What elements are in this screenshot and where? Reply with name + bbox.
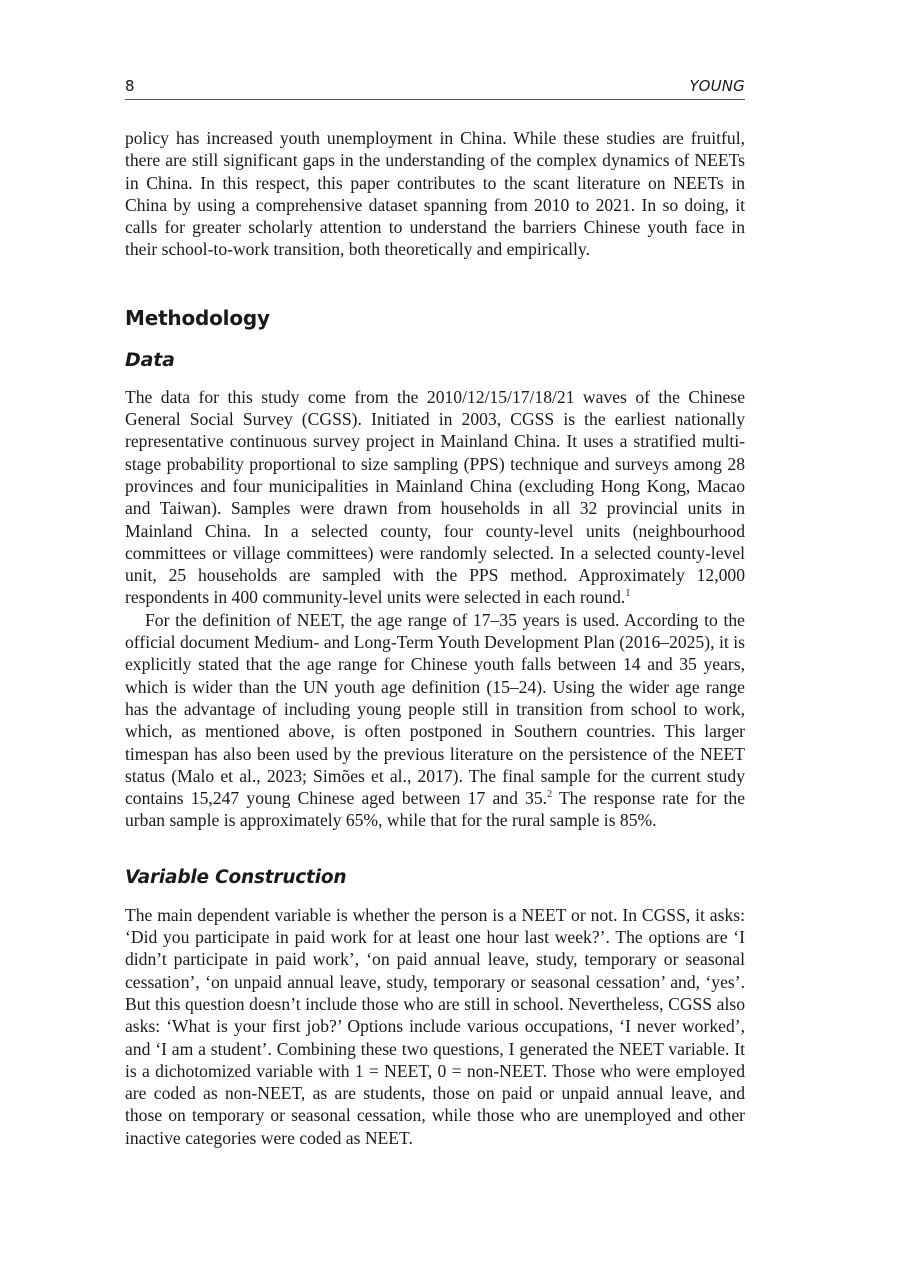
variable-construction-paragraph: The main dependent variable is whether the person is a NEET or not. In CGSS, it asks: ‘Did you participate in paid work for at least one hour last week?’. The options are ‘I didn’t participate in paid work’, ‘on paid annual leave, study, temporary or seasonal cessation’, ‘on unpaid annual leave, study, temporary or seasonal cessation’ and, ‘yes’. But this question doesn’t include those who are still in school. Nevertheless, CGSS also asks: ‘What is your first job?’ Options include various occupations, ‘I never worked’, and ‘I am a student’. Combining these two questions, I generated the NEET variable. It is a dichotomized variable with 1 = NEET, 0 = non-NEET. Those who were employed are coded as non-NEET, as are students, those on paid or unpaid annual leave, and those on temporary or seasonal cessation, while those who are unemployed and other inactive categories were coded as NEET. xyxy=(125,904,745,1148)
footnote-marker-2[interactable]: 2 xyxy=(547,789,553,801)
subsection-heading-variable-construction: Variable Construction xyxy=(125,866,347,888)
section-heading-methodology: Methodology xyxy=(125,305,270,330)
data-paragraph-1-text: The data for this study come from the 2010/12/15/17/18/21 waves of the Chinese General Social Survey (CGSS). Initiated in 2003, CGSS is the earliest nationally representative continuous survey project in Mainland China. It uses a stratified multi-stage probability proportional to size sampling (PPS) technique and surveys among 28 provinces and four municipalities in Mainland China (excluding Hong Kong, Macao and Taiwan). Samples were drawn from households in all 32 provincial units in Mainland China. In a selected county, four county-level units (neighbourhood committees or village committees) were randomly selected. In a selected county-level unit, 25 households are sampled with the PPS method. Approximately 12,000 respondents in 400 community-level units were selected in each round. xyxy=(125,386,745,608)
data-paragraph-2-text-b: The response rate for the urban sample is approximately 65%, while that for the rural sample is 85%. xyxy=(125,788,746,831)
page-number: 8 xyxy=(125,77,135,95)
paper-page xyxy=(125,76,745,1149)
data-paragraph-2 xyxy=(125,609,745,832)
data-paragraph-2-text-a: For the definition of NEET, the age range of 17–35 years is used. According to the official document Medium- and Long-Term Youth Development Plan (2016–2025), it is explicitly stated that the age range for Chinese youth falls between 14 and 35 years, which is wider than the UN youth age definition (15–24). Using the wider age range has the advantage of including young people still in transition from school to work, which, as mentioned above, is often postponed in Southern countries. This larger timespan has also been used by the previous literature on the persistence of the NEET status (Malo et al., 2023; Simões et al., 2017). The final sample for the current study contains 15,247 young Chinese aged between 17 and 35. xyxy=(125,609,745,809)
running-header xyxy=(125,76,745,100)
subsection-heading-data: Data xyxy=(125,348,175,371)
running-title: YOUNG xyxy=(689,77,745,95)
footnote-marker-1[interactable]: 1 xyxy=(625,588,631,600)
data-paragraph-1 xyxy=(125,386,745,609)
intro-paragraph: policy has increased youth unemployment in China. While these studies are fruitful, there are still significant gaps in the understanding of the complex dynamics of NEETs in China. In this respect, this paper contributes to the scant literature on NEETs in China by using a comprehensive dataset spanning from 2010 to 2021. In so doing, it calls for greater scholarly attention to understand the barriers Chinese youth face in their school-to-work transition, both theoretically and empirically. xyxy=(125,128,745,260)
